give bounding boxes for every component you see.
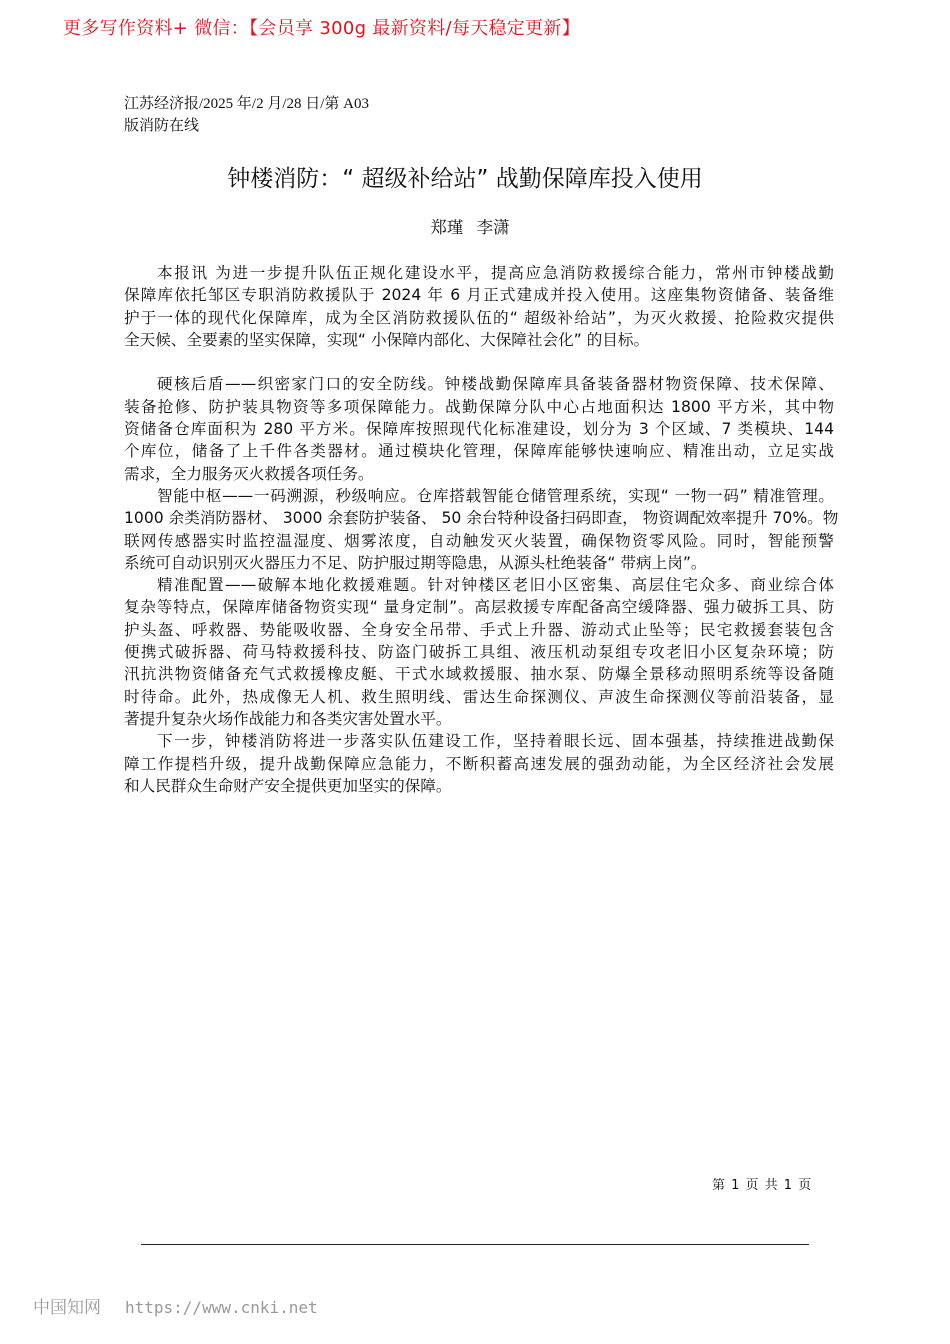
paragraph-line: 复杂等特点，保障库储备物资实现“ 量身定制”。高层救援专库配备高空缓降器、强力破拆工具、防 <box>124 598 834 617</box>
source-citation <box>124 93 369 137</box>
paragraph-line: 联网传感器实时监控温湿度、烟雾浓度，自动触发灭火装置，确保物资零风险。同时，智能预警 <box>124 531 834 550</box>
cnki-site-name: 中国知网 <box>33 1298 101 1318</box>
footer-divider <box>141 1244 809 1245</box>
paragraph-line: 便携式破拆器、荷马特救援科技、防盗门破拆工具组、液压机动泵组专攻老旧小区复杂环境；防 <box>124 643 834 662</box>
article-title: 钟楼消防：“ 超级补给站” 战勤保障库投入使用 <box>227 166 703 192</box>
article-paragraph <box>124 262 834 351</box>
article-paragraph <box>124 574 834 730</box>
paragraph-line: 护头盔、呼救器、势能吸收器、全身安全吊带、手式上升器、游动式止坠等；民宅救援套装包含 <box>124 620 834 639</box>
paragraph-line: 时待命。此外，热成像无人机、救生照明线、雷达生命探测仪、声波生命探测仪等前沿装备，显 <box>124 687 834 706</box>
paragraph-line: 著提升复杂火场作战能力和各类灾害处置水平。 <box>124 709 452 728</box>
paragraph-line: 和人民群众生命财产安全提供更加坚实的保障。 <box>124 776 452 795</box>
article-paragraph <box>124 373 834 484</box>
article-body <box>124 262 839 797</box>
paragraph-line: 精准配置——破解本地化救援难题。针对钟楼区老旧小区密集、高层住宅众多、商业综合体 <box>157 576 834 595</box>
paragraph-line: 障工作提档升级，提升战勤保障应急能力，不断积蓄高速发展的强劲动能，为全区经济社会发展 <box>124 754 834 773</box>
paragraph-line: 智能中枢——一码溯源，秒级响应。仓库搭载智能仓储管理系统，实现“ 一物一码” 精准管理。 <box>157 486 834 505</box>
source-line-1: 江苏经济报/2025 年/2 月/28 日/第 A03 <box>124 96 370 112</box>
article-paragraph <box>124 485 839 574</box>
page-number: 第 1 页 共 1 页 <box>712 1178 812 1193</box>
paragraph-line: 护于一体的现代化保障库，成为全区消防救援队伍的“ 超级补给站”，为灭火救援、抢险救灾提供 <box>124 308 834 327</box>
paragraph-line: 汛抗洪物资储备充气式救援橡皮艇、干式水域救援服、抽水泵、防爆全景移动照明系统等设备随 <box>124 665 834 684</box>
paragraph-line: 本报讯 为进一步提升队伍正规化建设水平，提高应急消防救援综合能力，常州市钟楼战勤 <box>157 264 834 282</box>
cnki-site-url: https://www.cnki.net <box>125 1298 318 1317</box>
paragraph-line: 个库位，储备了上千件各类器材。通过模块化管理，保障库能够快速响应、精准出动，立足实战 <box>124 442 834 461</box>
paragraph-line: 全天候、全要素的坚实保障，实现“ 小保障内部化、大保障社会化” 的目标。 <box>124 330 650 349</box>
paragraph-line: 装备抢修、防护装具物资等多项保障能力。战勤保障分队中心占地面积达 1800 平方米，其中物 <box>124 397 834 416</box>
paragraph-line: 系统可自动识别灭火器压力不足、防护服过期等隐患，从源头杜绝装备“ 带病上岗”。 <box>124 553 707 572</box>
cnki-watermark <box>33 1293 318 1318</box>
article-authors: 郑瑾 李潇 <box>430 218 510 237</box>
paragraph-line: 下一步，钟楼消防将进一步落实队伍建设工作，坚持着眼长远、固本强基，持续推进战勤保 <box>157 732 834 751</box>
paragraph-line: 资储备仓库面积为 280 平方米。保障库按照现代化标准建设，划分为 3 个区域、7 类模块、144 <box>124 420 834 439</box>
article-paragraph <box>124 730 834 797</box>
paragraph-line: 保障库依托邹区专职消防救援队于 2024 年 6 月正式建成并投入使用。这座集物资储备、装备维 <box>124 286 834 305</box>
paragraph-line: 需求，全力服务灭火救援各项任务。 <box>124 464 374 483</box>
source-line-2: 版消防在线 <box>124 118 200 134</box>
paragraph-line: 1000 余类消防器材、 3000 余套防护装备、 50 余台特种设备扫码即查， 物资调配效率提升 70%。物 <box>124 509 839 528</box>
paragraph-line: 硬核后盾——织密家门口的安全防线。钟楼战勤保障库具备装备器材物资保障、技术保障、 <box>157 375 834 394</box>
promo-banner: 更多写作资料+ 微信：【会员享 300g 最新资料/每天稳定更新】 <box>63 18 580 39</box>
